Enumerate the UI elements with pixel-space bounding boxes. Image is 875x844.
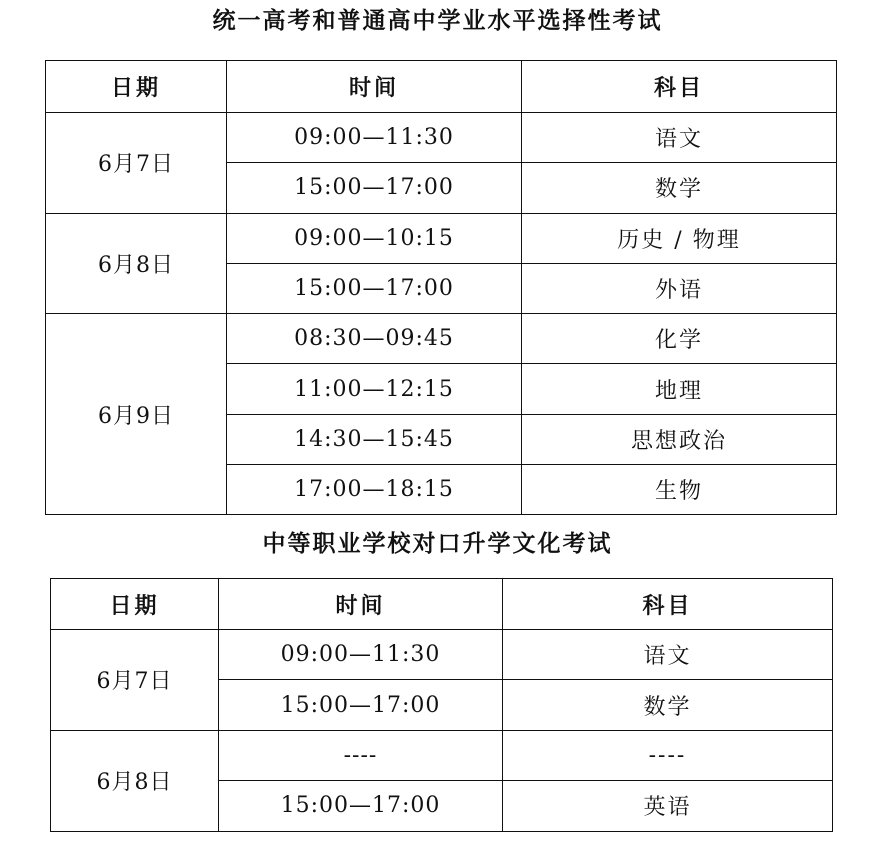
time-cell: 09:00—11:30 — [219, 630, 503, 680]
header-date: 日期 — [46, 61, 227, 113]
table-row — [46, 314, 837, 364]
table-row — [51, 730, 833, 780]
date-cell: 6月8日 — [51, 730, 219, 831]
table-header-row — [51, 579, 833, 630]
header-time: 时间 — [227, 61, 522, 113]
subject-cell: 外语 — [522, 263, 837, 313]
subject-cell: 数学 — [503, 680, 833, 730]
table-row — [46, 113, 837, 163]
subject-cell: 语文 — [522, 113, 837, 163]
time-cell: 15:00—17:00 — [227, 163, 522, 213]
table-row — [46, 213, 837, 263]
time-cell: 09:00—11:30 — [227, 113, 522, 163]
header-subject: 科目 — [503, 579, 833, 630]
exam2-schedule-table — [50, 578, 833, 832]
time-cell: 15:00—17:00 — [227, 263, 522, 313]
time-cell: 14:30—15:45 — [227, 414, 522, 464]
date-cell: 6月7日 — [51, 630, 219, 731]
subject-cell: 英语 — [503, 781, 833, 831]
subject-cell: 数学 — [522, 163, 837, 213]
subject-cell: 历史 / 物理 — [522, 213, 837, 263]
header-date: 日期 — [51, 579, 219, 630]
subject-cell: 生物 — [522, 465, 837, 515]
header-time: 时间 — [219, 579, 503, 630]
date-cell: 6月9日 — [46, 314, 227, 515]
exam1-title: 统一高考和普通高中学业水平选择性考试 — [212, 8, 663, 34]
date-cell: 6月7日 — [46, 113, 227, 214]
subject-cell: 语文 — [503, 630, 833, 680]
date-cell: 6月8日 — [46, 213, 227, 314]
exam2-title: 中等职业学校对口升学文化考试 — [262, 531, 613, 557]
subject-cell: 地理 — [522, 364, 837, 414]
table-header-row — [46, 61, 837, 113]
time-cell: 08:30—09:45 — [227, 314, 522, 364]
subject-cell: 思想政治 — [522, 414, 837, 464]
time-cell: 15:00—17:00 — [219, 781, 503, 831]
time-cell: ---- — [219, 730, 503, 780]
table-row — [51, 630, 833, 680]
time-cell: 17:00—18:15 — [227, 465, 522, 515]
time-cell: 15:00—17:00 — [219, 680, 503, 730]
header-subject: 科目 — [522, 61, 837, 113]
time-cell: 09:00—10:15 — [227, 213, 522, 263]
subject-cell: ---- — [503, 730, 833, 780]
time-cell: 11:00—12:15 — [227, 364, 522, 414]
exam1-schedule-table — [45, 60, 837, 515]
subject-cell: 化学 — [522, 314, 837, 364]
